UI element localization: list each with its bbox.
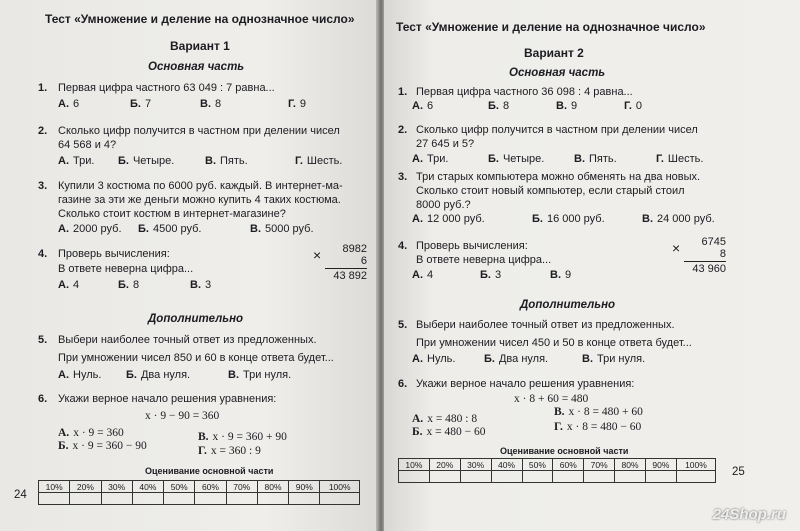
answer-option[interactable]: Г. 9 xyxy=(288,98,307,110)
answer-option[interactable]: Б. Четыре. xyxy=(118,155,175,167)
grade-cell: 90% xyxy=(289,481,320,493)
question-text: Первая цифра частного 63 049 : 7 равна... xyxy=(58,82,275,94)
answer-option[interactable]: Г. x · 8 = 480 − 60 xyxy=(554,421,642,433)
multiply-sign: × xyxy=(672,240,681,256)
grade-cell: 40% xyxy=(132,481,163,493)
question-text: Сколько стоит новый компьютер, если старый стоил xyxy=(416,185,685,197)
grade-cell: 30% xyxy=(460,459,491,471)
answer-option[interactable]: Б. Два нуля. xyxy=(126,369,191,381)
right-page xyxy=(384,0,800,531)
grade-mark-cell[interactable] xyxy=(289,493,320,505)
grade-mark-cell[interactable] xyxy=(553,471,584,483)
grade-cell: 50% xyxy=(522,459,553,471)
grade-mark-cell[interactable] xyxy=(257,493,288,505)
question-text: В ответе неверна цифра... xyxy=(58,263,194,275)
answer-option[interactable]: Б. x · 9 = 360 − 90 xyxy=(58,440,147,452)
answer-option[interactable]: В. 24 000 руб. xyxy=(642,213,715,225)
product: 43 960 xyxy=(692,263,726,275)
grade-mark-cell[interactable] xyxy=(676,471,715,483)
question-text: 27 645 и 5? xyxy=(416,138,475,150)
question-text: Выбери наиболее точный ответ из предложенных. xyxy=(416,319,675,331)
question-number: 3. xyxy=(38,180,48,192)
question-number: 6. xyxy=(398,378,408,390)
answer-option[interactable]: А. Три. xyxy=(412,153,449,165)
grade-mark-cell[interactable] xyxy=(39,493,70,505)
grading-title: Оценивание основной части xyxy=(500,446,629,456)
question-text: 8000 руб.? xyxy=(416,199,471,211)
multiplier: 6 xyxy=(360,255,367,267)
grade-cell: 10% xyxy=(39,481,70,493)
equation: x · 9 − 90 = 360 xyxy=(145,410,220,422)
question-number: 4. xyxy=(38,248,48,260)
multiplier: 8 xyxy=(719,248,726,260)
grading-table xyxy=(38,480,360,505)
grade-cell: 60% xyxy=(553,459,584,471)
grade-cell: 30% xyxy=(101,481,132,493)
variant-label: Вариант 1 xyxy=(170,39,230,53)
test-title: Тест «Умножение и деление на однозначное число» xyxy=(45,12,355,26)
grade-mark-cell[interactable] xyxy=(101,493,132,505)
question-text: газине за эти же деньги можно купить 4 таких костюма. xyxy=(58,194,341,206)
answer-option[interactable]: А. Три. xyxy=(58,155,95,167)
grade-cell: 60% xyxy=(195,481,226,493)
answer-option[interactable]: А. Нуль. xyxy=(412,353,456,365)
question-text: При умножении чисел 450 и 50 в конце ответа будет... xyxy=(416,337,692,349)
multiplicand: 6745 xyxy=(701,236,726,248)
question-number: 2. xyxy=(398,124,408,136)
answer-option[interactable]: А. x = 480 : 8 xyxy=(412,413,478,425)
test-title: Тест «Умножение и деление на однозначное число» xyxy=(396,20,706,34)
result-line xyxy=(325,268,367,269)
answer-option[interactable]: Г. Шесть. xyxy=(656,153,704,165)
grade-cell: 20% xyxy=(70,481,101,493)
question-text: Проверь вычисления: xyxy=(416,240,528,252)
answer-option[interactable]: Б. Четыре. xyxy=(488,153,545,165)
question-number: 5. xyxy=(38,334,48,346)
question-text: Три старых компьютера можно обменять на два новых. xyxy=(416,171,701,183)
grade-mark-cell[interactable] xyxy=(70,493,101,505)
extra-section-heading: Дополнительно xyxy=(148,313,244,325)
question-text: Укажи верное начало решения уравнения: xyxy=(416,378,635,390)
answer-option[interactable]: В. Три нуля. xyxy=(228,369,292,381)
answer-option[interactable]: В. 5000 руб. xyxy=(250,223,314,235)
answer-option[interactable]: Б. 7 xyxy=(130,98,152,110)
grading-header-row xyxy=(399,459,716,471)
question-number: 1. xyxy=(38,82,48,94)
left-page xyxy=(0,0,378,531)
variant-label: Вариант 2 xyxy=(524,46,584,60)
grade-mark-cell[interactable] xyxy=(132,493,163,505)
grade-cell: 80% xyxy=(257,481,288,493)
answer-option[interactable]: Б. 8 xyxy=(118,279,140,291)
product: 43 892 xyxy=(333,270,367,282)
answer-option[interactable]: В. x · 9 = 360 + 90 xyxy=(198,431,287,443)
main-section-heading: Основная часть xyxy=(509,67,606,79)
grade-cell: 20% xyxy=(429,459,460,471)
multiply-sign: × xyxy=(313,247,322,263)
answer-option[interactable]: В. 3 xyxy=(190,279,212,291)
answer-option[interactable]: Б. 8 xyxy=(488,100,510,112)
equation: x · 8 + 60 = 480 xyxy=(514,393,589,405)
grade-cell: 90% xyxy=(646,459,677,471)
answer-option[interactable]: Г. 0 xyxy=(624,100,643,112)
grading-input-row xyxy=(39,493,360,505)
grade-cell: 70% xyxy=(584,459,615,471)
grade-cell: 100% xyxy=(676,459,715,471)
answer-option[interactable]: Б. Два нуля. xyxy=(484,353,549,365)
question-text: При умножении чисел 850 и 60 в конце ответа будет... xyxy=(58,352,334,364)
answer-option[interactable]: А. 4 xyxy=(58,279,80,291)
question-text: В ответе неверна цифра... xyxy=(416,254,552,266)
answer-option[interactable]: Г. Шесть. xyxy=(295,155,343,167)
watermark: 24Shop.ru xyxy=(712,506,786,523)
answer-option[interactable]: Б. 16 000 руб. xyxy=(532,213,605,225)
multiplicand: 8982 xyxy=(342,243,367,255)
question-text: Сколько стоит костюм в интернет-магазине? xyxy=(58,208,286,220)
grade-mark-cell[interactable] xyxy=(399,471,430,483)
result-line xyxy=(684,261,726,262)
answer-option[interactable]: В. Пять. xyxy=(205,155,248,167)
answer-option[interactable]: А. 6 xyxy=(412,100,434,112)
answer-option[interactable]: В. 8 xyxy=(200,98,222,110)
question-number: 1. xyxy=(398,86,408,98)
grade-cell: 70% xyxy=(226,481,257,493)
page-number: 24 xyxy=(14,489,27,501)
multiplication-check xyxy=(672,236,726,275)
answer-option[interactable]: А. x · 9 = 360 xyxy=(58,427,124,439)
answer-option[interactable]: В. 9 xyxy=(556,100,578,112)
answer-option[interactable]: Б. 3 xyxy=(480,269,502,281)
question-text: Первая цифра частного 36 098 : 4 равна... xyxy=(416,86,633,98)
grade-mark-cell[interactable] xyxy=(320,493,360,505)
page-number: 25 xyxy=(732,466,745,478)
question-number: 4. xyxy=(398,240,408,252)
question-text: Проверь вычисления: xyxy=(58,248,170,260)
question-text: Купили 3 костюма по 6000 руб. каждый. В интернет-ма- xyxy=(58,180,343,192)
grade-cell: 80% xyxy=(615,459,646,471)
grading-table xyxy=(398,458,716,483)
grading-header-row xyxy=(39,481,360,493)
question-text: Сколько цифр получится в частном при делении чисел xyxy=(416,124,698,136)
main-section-heading: Основная часть xyxy=(148,61,245,73)
grade-mark-cell[interactable] xyxy=(522,471,553,483)
grade-mark-cell[interactable] xyxy=(584,471,615,483)
grading-input-row xyxy=(399,471,716,483)
extra-section-heading: Дополнительно xyxy=(520,299,616,311)
question-number: 2. xyxy=(38,125,48,137)
grade-mark-cell[interactable] xyxy=(491,471,522,483)
answer-option[interactable]: А. 2000 руб. xyxy=(58,223,122,235)
answer-option[interactable]: А. Нуль. xyxy=(58,369,102,381)
question-number: 6. xyxy=(38,393,48,405)
answer-option[interactable]: А. 4 xyxy=(412,269,434,281)
answer-option[interactable]: В. x · 8 = 480 + 60 xyxy=(554,406,643,418)
grade-mark-cell[interactable] xyxy=(429,471,460,483)
grade-cell: 10% xyxy=(399,459,430,471)
grade-mark-cell[interactable] xyxy=(195,493,226,505)
question-number: 3. xyxy=(398,171,408,183)
question-number: 5. xyxy=(398,319,408,331)
answer-option[interactable]: Г. x = 360 : 9 xyxy=(198,445,261,457)
answer-option[interactable]: А. 6 xyxy=(58,98,80,110)
grade-cell: 100% xyxy=(320,481,360,493)
grade-mark-cell[interactable] xyxy=(460,471,491,483)
grade-cell: 40% xyxy=(491,459,522,471)
grade-cell: 50% xyxy=(164,481,195,493)
question-text: Выбери наиболее точный ответ из предложенных. xyxy=(58,334,317,346)
grading-title: Оценивание основной части xyxy=(145,466,274,476)
grade-mark-cell[interactable] xyxy=(164,493,195,505)
multiplication-check xyxy=(313,243,367,282)
answer-option[interactable]: В. Пять. xyxy=(574,153,617,165)
answer-option[interactable]: Б. x = 480 − 60 xyxy=(412,426,486,438)
grade-mark-cell[interactable] xyxy=(615,471,646,483)
answer-option[interactable]: В. Три нуля. xyxy=(582,353,646,365)
answer-option[interactable]: В. 9 xyxy=(550,269,572,281)
question-text: Укажи верное начало решения уравнения: xyxy=(58,393,277,405)
grade-mark-cell[interactable] xyxy=(226,493,257,505)
question-text: 64 568 и 4? xyxy=(58,139,117,151)
grade-mark-cell[interactable] xyxy=(646,471,677,483)
answer-option[interactable]: А. 12 000 руб. xyxy=(412,213,485,225)
answer-option[interactable]: Б. 4500 руб. xyxy=(138,223,202,235)
question-text: Сколько цифр получится в частном при делении чисел xyxy=(58,125,340,137)
